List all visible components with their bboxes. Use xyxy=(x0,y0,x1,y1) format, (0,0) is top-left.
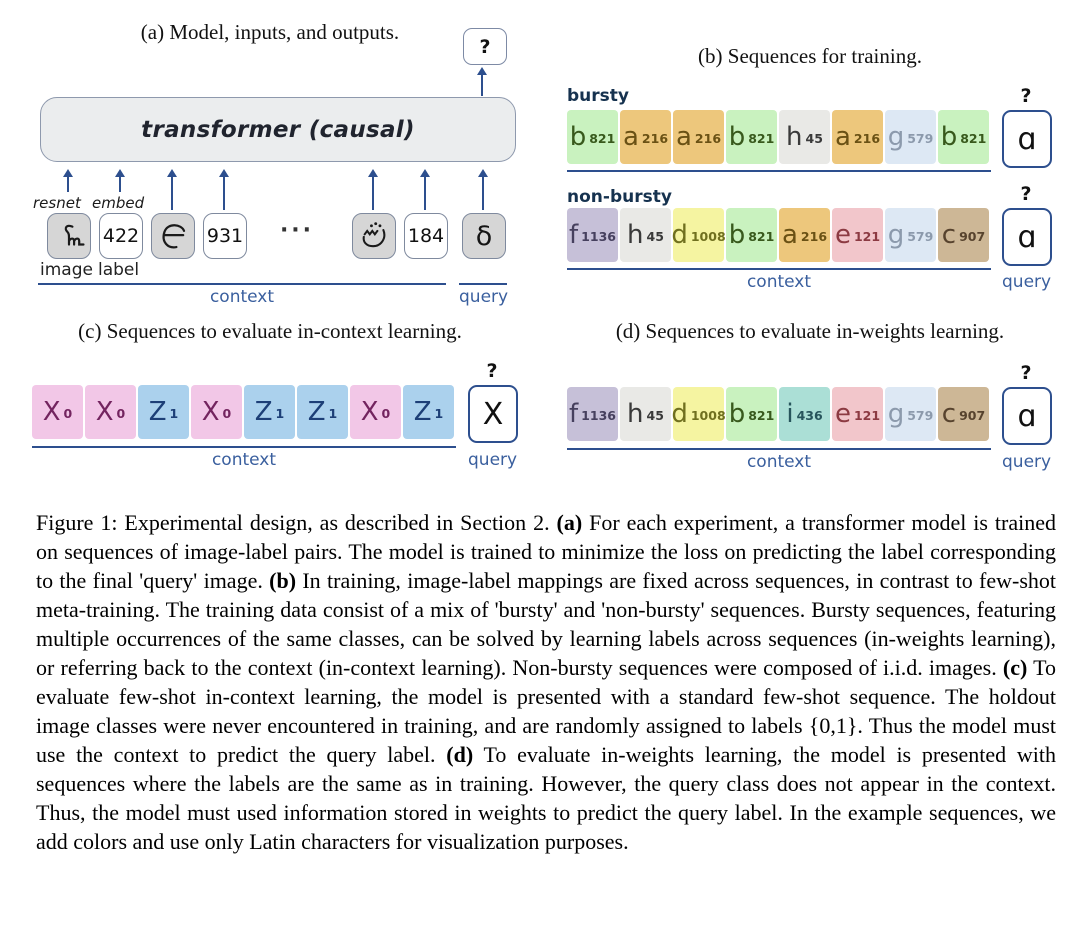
context-label: context xyxy=(746,452,812,472)
cell-character: c xyxy=(941,220,957,250)
sequence-cell xyxy=(726,110,777,164)
caption-text: In training, image-label mappings are fixed across sequences, in contrast to few-shot meta-training. The training data consist of a mix of 'bursty' and 'non-bursty' sequences. Bursty sequences, featuring multiple occurrences of the same classes, can be solved by learning labels across sequences (in-weights learning), or referring back to the context (in-context learning). Non-bursty sequences were composed of i.i.d. images. xyxy=(36,568,1057,680)
cell-character: Z xyxy=(254,397,273,427)
cell-character: i xyxy=(786,399,794,429)
context-label: context xyxy=(211,450,277,470)
sequence-cell xyxy=(244,385,295,439)
sequence-cell xyxy=(32,385,83,439)
sequence-cell xyxy=(620,208,671,262)
cell-class-number: 216 xyxy=(694,130,722,146)
up-arrow-icon xyxy=(372,172,374,210)
question-mark: ? xyxy=(1020,362,1032,384)
cell-class-number: 821 xyxy=(589,130,616,146)
cell-character: Z xyxy=(148,397,167,427)
label-token xyxy=(99,213,143,259)
caption-panel-marker: (a) xyxy=(556,510,583,535)
cell-class-number: 579 xyxy=(907,407,934,423)
cell-class-number: 1 xyxy=(328,405,338,421)
panel-d xyxy=(540,310,1080,480)
label-io-label: label xyxy=(98,260,140,280)
up-arrow-icon xyxy=(171,172,173,210)
sequence-cell xyxy=(938,110,989,164)
sequence-cell xyxy=(885,110,936,164)
cell-class-number: 45 xyxy=(646,407,664,423)
cell-character: e xyxy=(834,220,851,250)
up-arrow-icon xyxy=(482,172,484,210)
caption-panel-marker: (d) xyxy=(446,742,474,767)
context-underline xyxy=(567,268,991,270)
cell-class-number: 821 xyxy=(748,228,775,244)
icl-query-box xyxy=(468,385,518,443)
sequence-cell xyxy=(832,387,883,441)
context-underline xyxy=(32,446,456,448)
caption-text: For each experiment, a transformer model is trained on sequences of image-label pairs. The model is trained to minimize the loss on predicting the label corresponding to the final 'query' image. xyxy=(36,510,1056,593)
cell-character: h xyxy=(786,122,803,152)
panel-b xyxy=(540,0,1080,310)
non-bursty-label: non-bursty xyxy=(567,187,672,207)
sequence-cell xyxy=(138,385,189,439)
cell-character: X xyxy=(95,397,114,427)
cell-character: c xyxy=(941,399,957,429)
image-token xyxy=(47,213,91,259)
cell-class-number: 216 xyxy=(853,130,881,146)
cell-character: f xyxy=(569,220,579,250)
query-underline xyxy=(459,283,507,285)
query-character: ɑ xyxy=(1017,121,1037,157)
cell-character: b xyxy=(728,220,746,250)
sequence-cell xyxy=(673,110,724,164)
bursty-sequence-row xyxy=(567,110,989,164)
panel-c-title: (c) Sequences to evaluate in-context learning. xyxy=(78,319,462,343)
up-arrow-icon xyxy=(119,172,121,192)
panel-d-title: (d) Sequences to evaluate in-weights learning. xyxy=(615,319,1005,343)
cell-class-number: 579 xyxy=(907,130,934,146)
cell-character: d xyxy=(671,399,688,429)
caption-text: Figure 1: Experimental design, as described in Section 2. xyxy=(36,510,557,535)
cell-character: a xyxy=(675,122,692,152)
cell-character: Z xyxy=(413,397,432,427)
cell-character: g xyxy=(887,122,905,152)
cell-class-number: 1 xyxy=(434,405,444,421)
sequence-cell xyxy=(297,385,348,439)
cell-class-number: 1008 xyxy=(690,228,726,244)
non-bursty-sequence-row xyxy=(567,208,989,262)
cell-class-number: 579 xyxy=(907,228,934,244)
question-mark: ? xyxy=(479,35,491,58)
cell-class-number: 907 xyxy=(959,228,986,244)
panel-a xyxy=(0,0,540,310)
output-prediction-box xyxy=(463,28,507,65)
caption-text: To evaluate few-shot in-context learning, the model is presented with a standard few-shot sequence. The holdout image classes were never encountered in training, and are randomly assigned to labels {0,1}. Thus the model must use the context to predict the query label. xyxy=(36,655,1056,767)
context-underline xyxy=(567,170,991,172)
cell-character: e xyxy=(834,399,851,429)
iwl-sequence-row xyxy=(567,387,989,441)
query-character: ɑ xyxy=(1017,219,1037,255)
cell-class-number: 0 xyxy=(381,405,391,421)
cell-class-number: 0 xyxy=(116,405,126,421)
cell-class-number: 436 xyxy=(796,407,823,423)
sequence-cell xyxy=(350,385,401,439)
cell-character: f xyxy=(569,399,579,429)
cell-class-number: 907 xyxy=(959,407,986,423)
cell-character: b xyxy=(569,122,587,152)
label-token-value: 931 xyxy=(206,225,244,247)
cell-class-number: 45 xyxy=(646,228,664,244)
sequence-cell xyxy=(403,385,454,439)
cell-class-number: 821 xyxy=(748,130,775,146)
cell-class-number: 121 xyxy=(853,228,881,244)
cell-character: d xyxy=(671,220,688,250)
cell-class-number: 45 xyxy=(805,130,823,146)
non-bursty-query-box xyxy=(1002,208,1052,266)
cell-class-number: 216 xyxy=(800,228,828,244)
sequence-cell xyxy=(832,110,883,164)
sequence-cell xyxy=(673,387,724,441)
query-label: query xyxy=(459,287,509,307)
embed-label: embed xyxy=(92,194,145,212)
cell-character: a xyxy=(834,122,851,152)
sequence-cell xyxy=(885,208,936,262)
image-token xyxy=(151,213,195,259)
cell-character: a xyxy=(781,220,798,250)
up-arrow-icon xyxy=(223,172,225,210)
icl-sequence-row xyxy=(32,385,454,439)
up-arrow-icon xyxy=(67,172,69,192)
sequence-cell xyxy=(726,387,777,441)
cell-character: b xyxy=(728,122,746,152)
cell-character: g xyxy=(887,399,905,429)
cell-character: g xyxy=(887,220,905,250)
cell-class-number: 0 xyxy=(63,405,73,421)
sequence-cell xyxy=(938,387,989,441)
context-underline xyxy=(567,448,991,450)
label-token-value: 422 xyxy=(102,225,140,247)
iwl-query-box xyxy=(1002,387,1052,445)
context-label: context xyxy=(746,272,812,292)
sequence-cell xyxy=(938,208,989,262)
caption-panel-marker: (c) xyxy=(1002,655,1028,680)
cell-character: Z xyxy=(307,397,326,427)
caption-text: To evaluate in-weights learning, the model is presented with sequences where the labels are the same as in training. However, the query class does not appear in the context. Thus, the model must used information stored in weights to predict the query label. In the example sequences, we add colors and use only Latin characters for visualization purposes. xyxy=(36,742,1056,854)
cell-class-number: 821 xyxy=(960,130,987,146)
sequence-cell xyxy=(673,208,724,262)
resnet-label: resnet xyxy=(33,194,81,212)
panel-c xyxy=(0,310,540,480)
cell-class-number: 216 xyxy=(641,130,669,146)
figure-caption xyxy=(36,508,1056,856)
cell-class-number: 1008 xyxy=(690,407,726,423)
question-mark: ? xyxy=(1020,183,1032,205)
cell-character: X xyxy=(42,397,61,427)
query-image-token xyxy=(462,213,506,259)
cell-class-number: 1136 xyxy=(581,407,616,423)
sequence-cell xyxy=(620,387,671,441)
cell-character: h xyxy=(627,399,644,429)
handwritten-e-character-icon xyxy=(156,219,190,253)
question-mark: ? xyxy=(1020,85,1032,107)
label-token xyxy=(203,213,247,259)
transformer-label: transformer (causal) xyxy=(141,116,415,143)
sequence-cell xyxy=(85,385,136,439)
context-underline xyxy=(38,283,446,285)
ellipsis: ··· xyxy=(279,218,315,243)
up-arrow-icon xyxy=(424,172,426,210)
sequence-cell xyxy=(620,110,671,164)
label-token xyxy=(404,213,448,259)
query-label: query xyxy=(1002,452,1052,472)
query-character: ɑ xyxy=(1017,398,1037,434)
cell-character: h xyxy=(627,220,644,250)
query-character: X xyxy=(482,396,504,432)
cell-class-number: 0 xyxy=(222,405,232,421)
cell-class-number: 121 xyxy=(853,407,881,423)
handwritten-delta-character: δ xyxy=(475,220,493,252)
question-mark: ? xyxy=(486,360,498,382)
query-label: query xyxy=(1002,272,1052,292)
sequence-cell xyxy=(779,208,830,262)
sequence-cell xyxy=(567,110,618,164)
query-label: query xyxy=(468,450,518,470)
handwritten-sheen-character-icon xyxy=(357,219,391,253)
cell-character: X xyxy=(360,397,379,427)
label-token-value: 184 xyxy=(407,225,445,247)
bursty-label: bursty xyxy=(567,86,629,106)
caption-panel-marker: (b) xyxy=(269,568,297,593)
panel-b-title: (b) Sequences for training. xyxy=(698,44,922,68)
cell-character: b xyxy=(940,122,958,152)
cell-class-number: 1 xyxy=(169,405,179,421)
cell-character: b xyxy=(728,399,746,429)
context-label: context xyxy=(209,287,275,307)
sequence-cell xyxy=(832,208,883,262)
cell-class-number: 1136 xyxy=(581,228,616,244)
cell-character: X xyxy=(201,397,220,427)
handwritten-character-icon xyxy=(52,219,86,253)
sequence-cell xyxy=(567,208,618,262)
sequence-cell xyxy=(567,387,618,441)
panel-a-title: (a) Model, inputs, and outputs. xyxy=(140,20,400,44)
sequence-cell xyxy=(779,387,830,441)
sequence-cell xyxy=(779,110,830,164)
sequence-cell xyxy=(726,208,777,262)
bursty-query-box xyxy=(1002,110,1052,168)
cell-character: a xyxy=(622,122,639,152)
image-io-label: image xyxy=(40,260,93,280)
image-token xyxy=(352,213,396,259)
cell-class-number: 1 xyxy=(275,405,285,421)
transformer-box xyxy=(40,97,516,162)
sequence-cell xyxy=(885,387,936,441)
cell-class-number: 821 xyxy=(748,407,775,423)
sequence-cell xyxy=(191,385,242,439)
up-arrow-icon xyxy=(481,70,483,96)
